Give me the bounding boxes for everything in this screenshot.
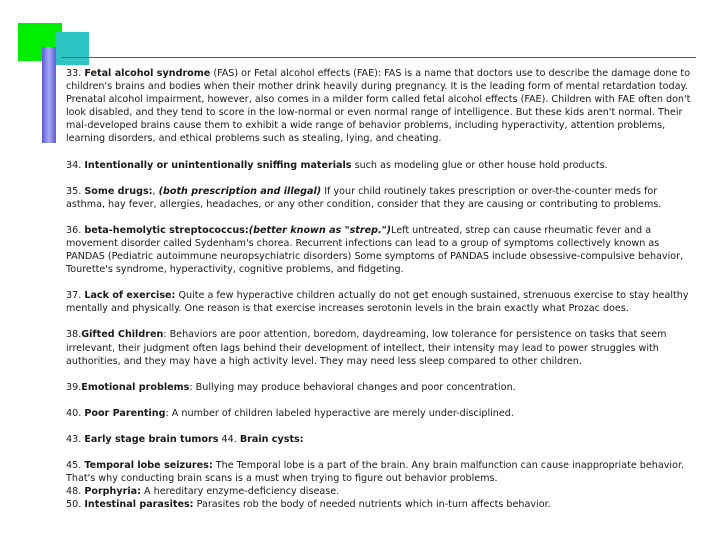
item-title: Early stage brain tumors xyxy=(84,433,219,445)
item-number: 48. xyxy=(66,486,82,498)
list-item-37 xyxy=(66,289,696,315)
item-text: If your child routinely takes prescription or over-the-counter meds for asthma, hay fever, allergies, headaches, or any other condition, consider that they are causing or contributing to problems. xyxy=(66,185,662,210)
item-parenthetical: (both prescription and illegal) xyxy=(158,185,322,197)
list-item-33 xyxy=(66,67,696,146)
document-body xyxy=(66,67,696,511)
item-text: Parasites rob the body of needed nutrients which in-turn affects behavior. xyxy=(196,499,551,511)
item-title: Poor Parenting xyxy=(84,407,166,419)
item-text: A hereditary enzyme-deficiency disease. xyxy=(144,486,340,498)
item-number: 34. xyxy=(66,159,82,171)
item-text: : Bullying may produce behavioral changes and poor concentration. xyxy=(189,381,516,393)
item-number: 50. xyxy=(66,499,82,511)
list-item-34 xyxy=(66,159,696,172)
item-parenthetical: (better known as "strep.") xyxy=(248,224,392,236)
item-title-2: Brain cysts: xyxy=(239,433,304,445)
decor-teal-square xyxy=(55,32,89,65)
item-number: 38. xyxy=(66,329,82,341)
item-number: 43. xyxy=(66,433,82,445)
item-title: Some drugs: xyxy=(84,185,153,197)
item-number: 40. xyxy=(66,407,82,419)
list-item-45 xyxy=(66,459,696,485)
item-separator: , xyxy=(152,185,159,197)
item-text: Left untreated, strep can cause rheumatic fever and a movement disorder called Sydenham's chorea. Recurrent infections can lead to a group of symptoms collectively known as PANDAS (Pediatric autoimmune neuropsychiatric disorders) Some symptoms of PANDAS include obsessive-compulsive behavior, Tourette's syndrome, hyperactivity, cognitive problems, and fidgeting. xyxy=(66,224,684,276)
item-number: 39. xyxy=(66,381,82,393)
item-title: Gifted Children xyxy=(81,329,164,341)
list-item-48 xyxy=(66,485,696,498)
item-text: : Behaviors are poor attention, boredom, daydreaming, low tolerance for persistence on tasks that seem irrelevant, their judgment often lags behind their development of intellect, their intensity may lead to power struggles with authorities, and they may have a high activity level. They may need less sleep compared to other children. xyxy=(66,329,667,367)
item-title: beta-hemolytic streptococcus: xyxy=(84,224,249,236)
item-text: Quite a few hyperactive children actually do not get enough sustained, strenuous exercise to stay healthy mentally and physically. One reason is that exercise increases serotonin levels in the brain exactly what Prozac does. xyxy=(66,290,689,315)
item-title: Intentionally or unintentionally sniffing materials xyxy=(84,159,352,171)
divider-line xyxy=(62,57,696,58)
item-number: 33. xyxy=(66,68,82,79)
list-item-35 xyxy=(66,185,696,211)
item-number: 35. xyxy=(66,185,82,197)
item-number: 37. xyxy=(66,290,82,302)
item-text: : A number of children labeled hyperactive are merely under-disciplined. xyxy=(165,407,514,419)
item-title: Emotional problems xyxy=(81,381,190,393)
item-title: Intestinal parasites: xyxy=(84,499,194,511)
item-title: Porphyria: xyxy=(84,486,141,498)
list-item-36 xyxy=(66,224,696,276)
list-item-38 xyxy=(66,328,696,367)
item-number-2: 44. xyxy=(221,433,237,445)
item-text: (FAS) or Fetal alcohol effects (FAE): FAS is a name that doctors use to describe the damage done to children's brains and bodies when their mother drink heavily during pregnancy. It is the leading form of mental retardation today. Prenatal alcohol impairment, however, also comes in a milder form called fetal alcohol effects (FAE). Children with FAE often don't look disabled, and they tend to score in the low-normal or even normal range of intelligence. But these kids aren't normal. Their mal-developed brains cause them to exhibit a wide range of behavior problems, including hyperactivity, attention problems, learning disorders, and ethical problems such as stealing, lying, and cheating. xyxy=(66,68,691,145)
item-text: The Temporal lobe is a part of the brain. Any brain malfunction can cause inappropriate behavior. That's why conducting brain scans is a must when trying to figure out behavior problems. xyxy=(66,459,685,485)
item-title: Temporal lobe seizures: xyxy=(84,459,213,471)
list-item-40 xyxy=(66,407,696,420)
item-number: 36. xyxy=(66,224,82,236)
decor-blue-bar xyxy=(42,47,56,143)
list-item-43-44 xyxy=(66,433,696,446)
item-text: such as modeling glue or other house hold products. xyxy=(354,159,608,171)
item-title: Lack of exercise: xyxy=(84,290,176,302)
item-title: Fetal alcohol syndrome xyxy=(84,68,211,79)
list-item-50 xyxy=(66,498,696,511)
list-item-39 xyxy=(66,381,696,394)
item-number: 45. xyxy=(66,459,82,471)
